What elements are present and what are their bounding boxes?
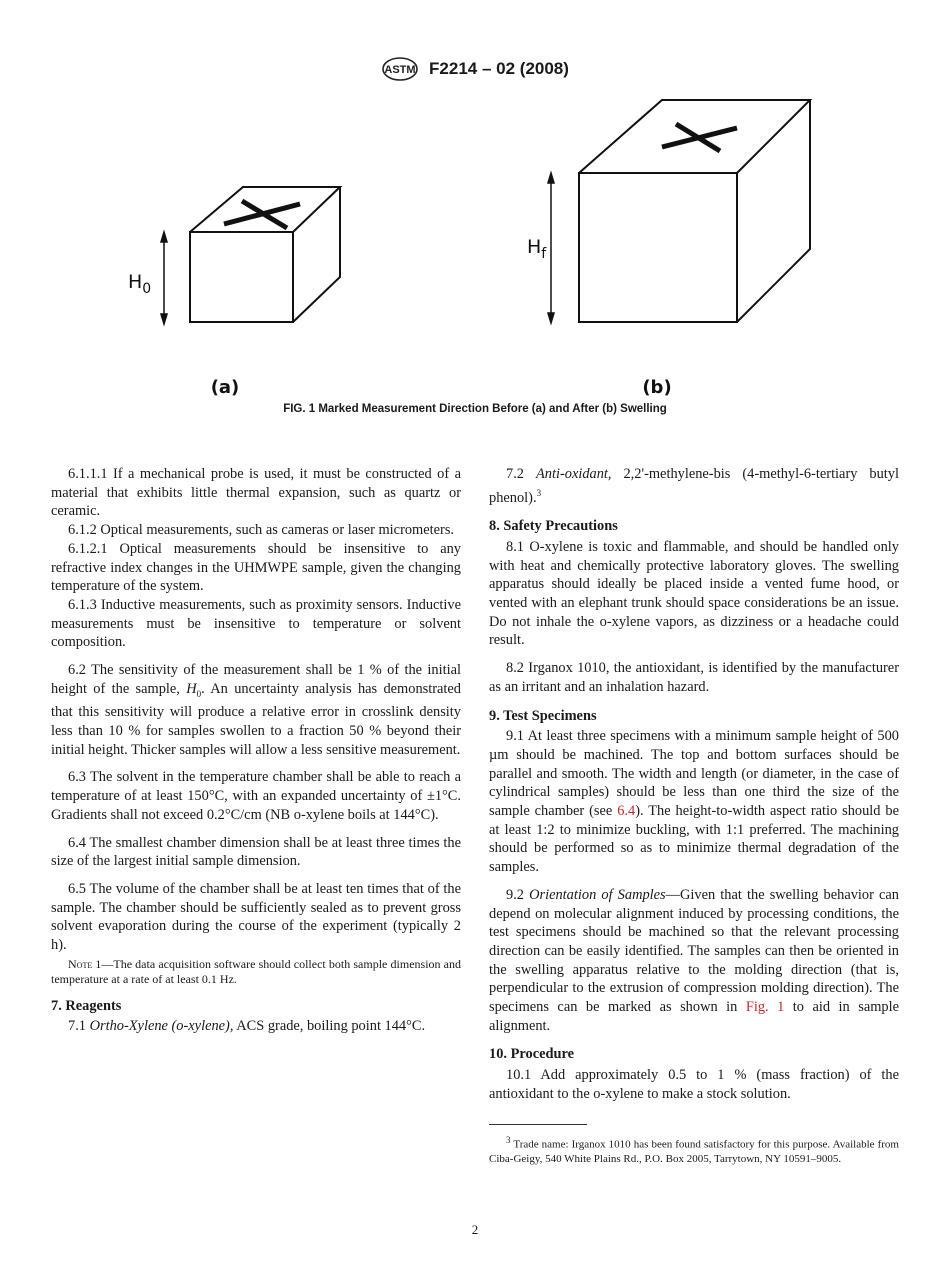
section-heading-7: 7. Reagents [51, 997, 122, 1014]
footnote-divider [489, 1124, 587, 1125]
paragraph-8-2: 8.2 Irganox 1010, the antioxidant, is identified by the manufacturer as an irritant and an inhalation hazard. [489, 660, 899, 695]
cross-mark-a-icon [224, 201, 300, 228]
left-column [51, 465, 461, 1036]
section-heading-8: 8. Safety Precautions [489, 518, 618, 535]
height-arrow-b-icon [548, 173, 554, 323]
figure-caption: FIG. 1 Marked Measurement Direction Before (a) and After (b) Swelling [283, 403, 667, 415]
figure-label-b: (b) [642, 377, 672, 398]
figure-label-a: (a) [210, 377, 240, 398]
page-number: 2 [471, 1222, 479, 1237]
paragraph-7-1: 7.1 Ortho-Xylene (o-xylene), ACS grade, boiling point 144°C. [68, 1018, 426, 1035]
paragraph-6-3: 6.3 The solvent in the temperature chamber shall be able to reach a temperature of at least 150°C, with an expanded uncertainty of ±1°C. Gradients shall not exceed 0.2°C/cm (NB o-xylene boils at 144°C). [51, 769, 461, 823]
paragraph-6-1-1-1: 6.1.1.1 If a mechanical probe is used, it must be constructed of a material that exhibits little thermal expansion, such as quartz or ceramic. [51, 466, 461, 520]
note-1: Note 1—The data acquisition software should collect both sample dimension and temperature at a rate of at least 0.1 Hz. [51, 956, 462, 986]
footnote-ref-3: 3 [536, 487, 542, 498]
cube-diagram [0, 90, 950, 420]
cube-a [190, 187, 340, 322]
right-column [489, 465, 899, 1167]
section-heading-9: 9. Test Specimens [489, 707, 597, 724]
section-heading-10: 10. Procedure [489, 1046, 574, 1063]
paragraph-6-1-2: 6.1.2 Optical measurements, such as cameras or laser micrometers. [68, 522, 455, 539]
standard-designation: F2214 – 02 (2008) [429, 59, 569, 78]
paragraph-6-1-2-1: 6.1.2.1 Optical measurements should be insensitive to any refractive index changes in the UHMWPE sample, given the changing temperature of the system. [51, 540, 461, 595]
paragraph-6-5: 6.5 The volume of the chamber shall be at least ten times that of the sample. The chamber should be sufficiently sealed as to prevent gross solvent evaporation during the course of the experiment (typically 2 h). [51, 880, 461, 954]
height-arrow-a-icon [161, 232, 167, 324]
link-section-6-4[interactable]: 6.4 [617, 803, 636, 820]
paragraph-10-1: 10.1 Add approximately 0.5 to 1 % (mass fraction) of the antioxidant to the o-xylene to make a stock solution. [489, 1067, 899, 1102]
paragraph-6-1-3: 6.1.3 Inductive measurements, such as proximity sensors. Inductive measurements must be insensitive to temperature or solvent composition. [51, 596, 461, 651]
paragraph-8-1: 8.1 O-xylene is toxic and flammable, and should be handled only with heat and chemically protective laboratory gloves. The swelling apparatus should ideally be placed inside a vented fume hood, or vented with an elephant trunk should space considerations be an issue. Do not inhale the o-xylene vapors, as dizziness or a headache could result. [489, 538, 899, 649]
paragraph-9-1: 9.1 At least three specimens with a minimum sample height of 500 µm should be machined. The top and bottom surfaces should be parallel and smooth. The width and length (or diameter, in the case of cylindrical samples) should be less than one third the size of the sample chamber (see 6.4). The height-to-width aspect ratio should be at least 1:2 to minimize buckling, with 1:1 preferred. The machining should be performed so as to minimize thermal degradation of the samples. [489, 728, 899, 876]
link-fig-1[interactable]: Fig. 1 [745, 999, 785, 1016]
paragraph-6-4: 6.4 The smallest chamber dimension shall be at least three times the size of the largest initial sample dimension. [51, 834, 461, 870]
paragraph-9-2: 9.2 Orientation of Samples—Given that the swelling behavior can depend on molecular alignment induced by processing conditions, the test specimens should be machined so that the relevant processing direction can be easily identified. The samples can then be oriented in the swelling apparatus relative to the molding direction (that is, perpendicular to the extrusion of compression molding direction). The specimens can be marked as shown in Fig. 1 to aid in sample alignment. [489, 886, 899, 1034]
dimension-label-hf: $H_f$ [527, 236, 547, 262]
dimension-label-h0: $H_0$ [128, 271, 152, 297]
astm-logo-icon [381, 56, 419, 82]
cross-mark-b-icon [662, 124, 737, 151]
page-header [0, 56, 950, 82]
paragraph-7-2: 7.2 Anti-oxidant, 2,2'-methylene-bis (4-methyl-6-tertiary butyl phenol).$^3$ [489, 466, 899, 506]
paragraph-6-2: 6.2 The sensitivity of the measurement shall be 1 % of the initial height of the sample, $H_0$. An uncertainty analysis has demonstrated that this sensitivity will produce a relative error in crosslink density less than 10 % for samples swollen to a fraction 50 % beyond their initial height. Thicker samples will allow a less sensitive measurement. [51, 662, 461, 758]
footnote-3: $^3$ Trade name: Irganox 1010 has been found satisfactory for this purpose. Available from Ciba-Geigy, 540 White Plains Rd., P.O. Box 2005, Tarrytown, NY 10591–9005. [489, 1134, 899, 1166]
svg-text:ASTM: ASTM [384, 64, 416, 76]
figure-1 [0, 90, 950, 420]
